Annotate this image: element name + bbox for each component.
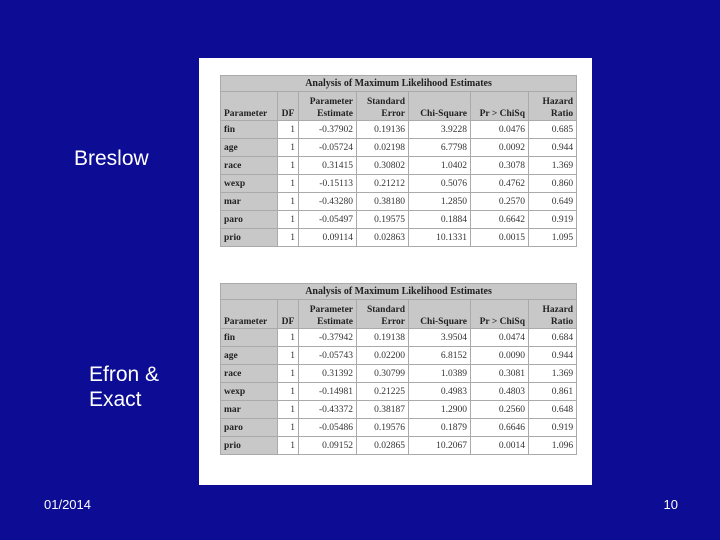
value-cell: -0.05497 <box>299 211 357 229</box>
column-header: Parameter <box>221 300 278 329</box>
value-cell: 0.2560 <box>471 401 529 419</box>
value-cell: 0.19575 <box>357 211 409 229</box>
value-cell: 0.2570 <box>471 193 529 211</box>
value-cell: 1.2900 <box>409 401 471 419</box>
column-header: Standard Error <box>357 300 409 329</box>
value-cell: -0.05743 <box>299 347 357 365</box>
column-header: Hazard Ratio <box>529 300 577 329</box>
breslow-label: Breslow <box>74 147 149 170</box>
parameter-name-cell: paro <box>221 419 278 437</box>
value-cell: 1 <box>278 121 299 139</box>
value-cell: 1.0389 <box>409 365 471 383</box>
value-cell: 1.369 <box>529 365 577 383</box>
efron-estimates-table <box>220 283 577 455</box>
value-cell: 0.4983 <box>409 383 471 401</box>
column-header: Standard Error <box>357 92 409 121</box>
value-cell: 1.0402 <box>409 157 471 175</box>
table-row <box>221 437 577 455</box>
table-row <box>221 193 577 211</box>
value-cell: -0.15113 <box>299 175 357 193</box>
column-header: Parameter Estimate <box>299 92 357 121</box>
value-cell: -0.43372 <box>299 401 357 419</box>
parameter-name-cell: wexp <box>221 175 278 193</box>
value-cell: -0.37942 <box>299 329 357 347</box>
column-header: Pr > ChiSq <box>471 300 529 329</box>
value-cell: 0.19576 <box>357 419 409 437</box>
value-cell: 0.0476 <box>471 121 529 139</box>
parameter-name-cell: mar <box>221 193 278 211</box>
value-cell: 3.9504 <box>409 329 471 347</box>
value-cell: 1 <box>278 437 299 455</box>
column-header: Pr > ChiSq <box>471 92 529 121</box>
value-cell: 0.30802 <box>357 157 409 175</box>
value-cell: 0.38180 <box>357 193 409 211</box>
parameter-name-cell: age <box>221 139 278 157</box>
value-cell: 0.02865 <box>357 437 409 455</box>
value-cell: 6.7798 <box>409 139 471 157</box>
table-header-row <box>221 300 577 329</box>
value-cell: 0.4803 <box>471 383 529 401</box>
value-cell: 0.860 <box>529 175 577 193</box>
column-header: Parameter Estimate <box>299 300 357 329</box>
table-row <box>221 365 577 383</box>
parameter-name-cell: fin <box>221 121 278 139</box>
table-caption-row <box>221 76 577 92</box>
table-row <box>221 211 577 229</box>
value-cell: 1 <box>278 419 299 437</box>
value-cell: 1 <box>278 139 299 157</box>
value-cell: 0.1884 <box>409 211 471 229</box>
value-cell: 0.649 <box>529 193 577 211</box>
column-header: DF <box>278 92 299 121</box>
parameter-name-cell: prio <box>221 229 278 247</box>
value-cell: 1 <box>278 401 299 419</box>
estimates-panel <box>199 58 592 485</box>
value-cell: 0.861 <box>529 383 577 401</box>
table-row <box>221 229 577 247</box>
table-row <box>221 157 577 175</box>
table-caption: Analysis of Maximum Likelihood Estimates <box>221 284 577 300</box>
value-cell: 1.369 <box>529 157 577 175</box>
value-cell: 10.1331 <box>409 229 471 247</box>
value-cell: 0.31415 <box>299 157 357 175</box>
column-header: Chi-Square <box>409 92 471 121</box>
table-row <box>221 121 577 139</box>
parameter-name-cell: race <box>221 365 278 383</box>
value-cell: 0.19136 <box>357 121 409 139</box>
value-cell: 1 <box>278 365 299 383</box>
value-cell: 1 <box>278 383 299 401</box>
value-cell: 0.919 <box>529 419 577 437</box>
value-cell: 1.096 <box>529 437 577 455</box>
value-cell: 1 <box>278 193 299 211</box>
value-cell: 0.648 <box>529 401 577 419</box>
column-header: Parameter <box>221 92 278 121</box>
table-caption-row <box>221 284 577 300</box>
page-number: 10 <box>663 497 678 512</box>
value-cell: 0.919 <box>529 211 577 229</box>
value-cell: 1 <box>278 175 299 193</box>
value-cell: -0.43280 <box>299 193 357 211</box>
value-cell: 0.30799 <box>357 365 409 383</box>
value-cell: 1 <box>278 229 299 247</box>
footer-date: 01/2014 <box>44 497 91 512</box>
efron-exact-label: Efron & Exact <box>89 363 160 411</box>
value-cell: 1.095 <box>529 229 577 247</box>
column-header: Chi-Square <box>409 300 471 329</box>
value-cell: 0.02863 <box>357 229 409 247</box>
value-cell: 6.8152 <box>409 347 471 365</box>
value-cell: 10.2067 <box>409 437 471 455</box>
value-cell: -0.14981 <box>299 383 357 401</box>
value-cell: 0.21225 <box>357 383 409 401</box>
parameter-name-cell: race <box>221 157 278 175</box>
value-cell: 3.9228 <box>409 121 471 139</box>
parameter-name-cell: fin <box>221 329 278 347</box>
parameter-name-cell: paro <box>221 211 278 229</box>
value-cell: 1.2850 <box>409 193 471 211</box>
value-cell: 0.3078 <box>471 157 529 175</box>
parameter-name-cell: prio <box>221 437 278 455</box>
value-cell: 0.0015 <box>471 229 529 247</box>
parameter-name-cell: wexp <box>221 383 278 401</box>
table-caption: Analysis of Maximum Likelihood Estimates <box>221 76 577 92</box>
parameter-name-cell: mar <box>221 401 278 419</box>
value-cell: 0.684 <box>529 329 577 347</box>
value-cell: 0.1879 <box>409 419 471 437</box>
table-row <box>221 329 577 347</box>
value-cell: 1 <box>278 157 299 175</box>
breslow-estimates-table <box>220 75 577 247</box>
table-row <box>221 401 577 419</box>
value-cell: 0.0092 <box>471 139 529 157</box>
value-cell: 1 <box>278 347 299 365</box>
value-cell: 0.5076 <box>409 175 471 193</box>
value-cell: 0.0474 <box>471 329 529 347</box>
value-cell: 0.09152 <box>299 437 357 455</box>
value-cell: 0.3081 <box>471 365 529 383</box>
value-cell: 0.685 <box>529 121 577 139</box>
table-row <box>221 347 577 365</box>
value-cell: -0.37902 <box>299 121 357 139</box>
value-cell: 0.6646 <box>471 419 529 437</box>
value-cell: 0.38187 <box>357 401 409 419</box>
column-header: DF <box>278 300 299 329</box>
value-cell: 0.944 <box>529 139 577 157</box>
value-cell: 1 <box>278 211 299 229</box>
value-cell: 0.21212 <box>357 175 409 193</box>
table-row <box>221 383 577 401</box>
table-row <box>221 139 577 157</box>
value-cell: 0.0014 <box>471 437 529 455</box>
value-cell: 0.19138 <box>357 329 409 347</box>
table-header-row <box>221 92 577 121</box>
column-header: Hazard Ratio <box>529 92 577 121</box>
value-cell: 0.31392 <box>299 365 357 383</box>
table-row <box>221 175 577 193</box>
value-cell: 0.09114 <box>299 229 357 247</box>
value-cell: 0.4762 <box>471 175 529 193</box>
value-cell: 1 <box>278 329 299 347</box>
value-cell: -0.05486 <box>299 419 357 437</box>
value-cell: 0.02200 <box>357 347 409 365</box>
value-cell: 0.0090 <box>471 347 529 365</box>
table-row <box>221 419 577 437</box>
parameter-name-cell: age <box>221 347 278 365</box>
value-cell: -0.05724 <box>299 139 357 157</box>
value-cell: 0.02198 <box>357 139 409 157</box>
value-cell: 0.6642 <box>471 211 529 229</box>
value-cell: 0.944 <box>529 347 577 365</box>
